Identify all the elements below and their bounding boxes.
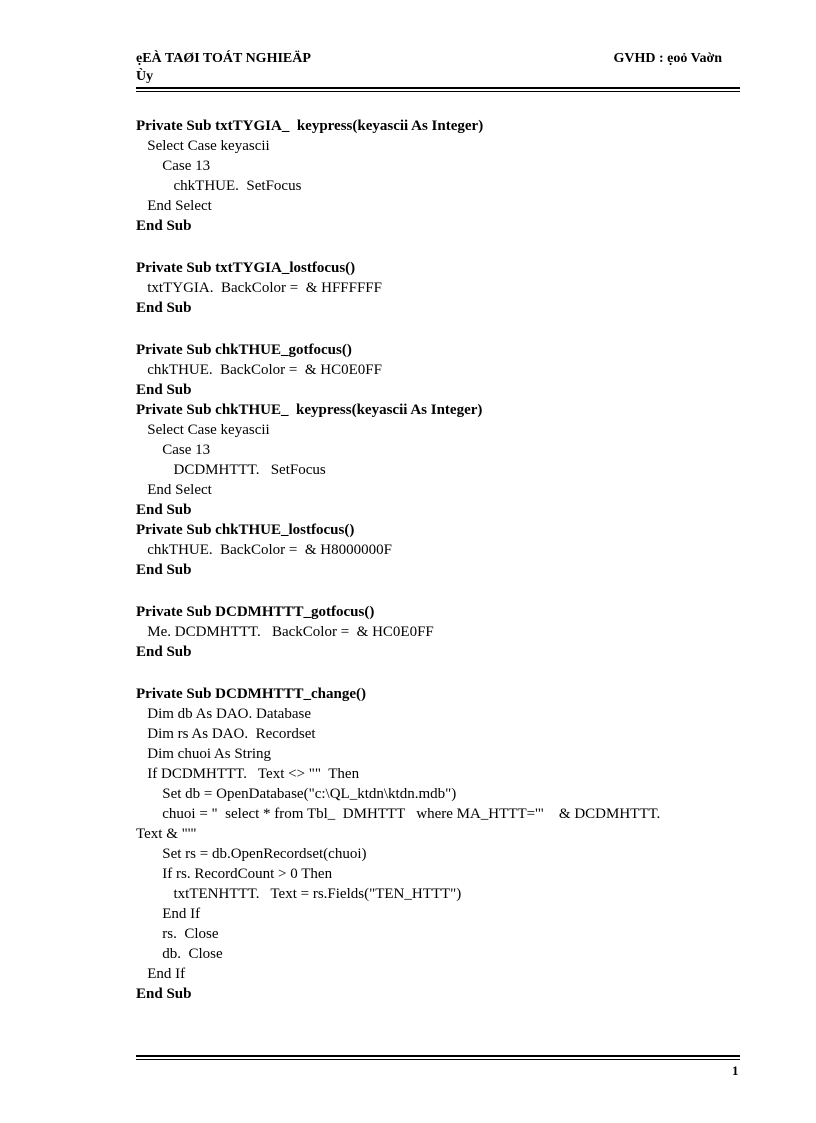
blank-line — [136, 236, 740, 258]
code-line: End Sub — [136, 218, 192, 234]
code-line: End Sub — [136, 644, 192, 660]
code-line: Private Sub txtTYGIA_lostfocus() — [136, 260, 356, 276]
code-line: rs. Close — [136, 926, 219, 942]
supervisor-label: GVHD : ẹoỏ Vaờn — [613, 51, 722, 66]
page-number: 1 — [732, 1063, 739, 1078]
code-line: txtTYGIA. BackColor = & HFFFFFF — [136, 280, 382, 296]
document-title — [136, 50, 311, 86]
code-line: Set rs = db.OpenRecordset(chuoi) — [136, 846, 367, 862]
code-line: Dim chuoi As String — [136, 746, 272, 762]
code-line: End Select — [136, 198, 212, 214]
code-line: Set db = OpenDatabase("c:\QL_ktdn\ktdn.mdb") — [136, 786, 457, 802]
code-line: db. Close — [136, 946, 223, 962]
code-line: Private Sub chkTHUE_lostfocus() — [136, 522, 355, 538]
code-line: chkTHUE. BackColor = & H8000000F — [136, 542, 392, 558]
code-line: Me. DCDMHTTT. BackColor = & HC0E0FF — [136, 624, 434, 640]
code-line: If DCDMHTTT. Text <> "" Then — [136, 766, 360, 782]
code-line: Private Sub chkTHUE_ keypress(keyascii As Integer) — [136, 402, 483, 418]
code-line: chuoi = " select * from Tbl_ DMHTTT where MA_HTTT='" & DCDMHTTT. — [136, 806, 661, 822]
code-line: chkTHUE. BackColor = & HC0E0FF — [136, 362, 382, 378]
code-line: Case 13 — [136, 442, 211, 458]
code-line: End Sub — [136, 502, 192, 518]
code-line: End Sub — [136, 382, 192, 398]
code-line: txtTENHTTT. Text = rs.Fields("TEN_HTTT") — [136, 886, 462, 902]
code-line: Private Sub DCDMHTTT_change() — [136, 686, 366, 702]
header-rule — [136, 87, 740, 92]
footer-rule — [136, 1055, 740, 1060]
code-line: End Sub — [136, 986, 192, 1002]
blank-line — [136, 662, 740, 684]
code-line: Private Sub txtTYGIA_ keypress(keyascii As Integer) — [136, 118, 484, 134]
title-line-1: ẹEÀ TAØI TOÁT NGHIEÄP — [136, 51, 311, 66]
code-listing — [136, 116, 740, 1004]
code-line: Private Sub chkTHUE_gotfocus() — [136, 342, 352, 358]
code-line: Dim rs As DAO. Recordset — [136, 726, 316, 742]
code-line: Select Case keyascii — [136, 138, 270, 154]
code-line: End Sub — [136, 562, 192, 578]
code-line: chkTHUE. SetFocus — [136, 178, 302, 194]
code-line: If rs. RecordCount > 0 Then — [136, 866, 333, 882]
code-line: End Select — [136, 482, 212, 498]
code-line: End If — [136, 966, 186, 982]
blank-line — [136, 580, 740, 602]
blank-line — [136, 318, 740, 340]
code-line: Case 13 — [136, 158, 211, 174]
code-line: Dim db As DAO. Database — [136, 706, 311, 722]
code-line: Text & "'" — [136, 826, 197, 842]
code-line: End If — [136, 906, 201, 922]
code-line: DCDMHTTT. SetFocus — [136, 462, 326, 478]
title-line-2: Ùy — [136, 69, 154, 84]
code-line: End Sub — [136, 300, 192, 316]
code-line: Private Sub DCDMHTTT_gotfocus() — [136, 604, 375, 620]
code-line: Select Case keyascii — [136, 422, 270, 438]
